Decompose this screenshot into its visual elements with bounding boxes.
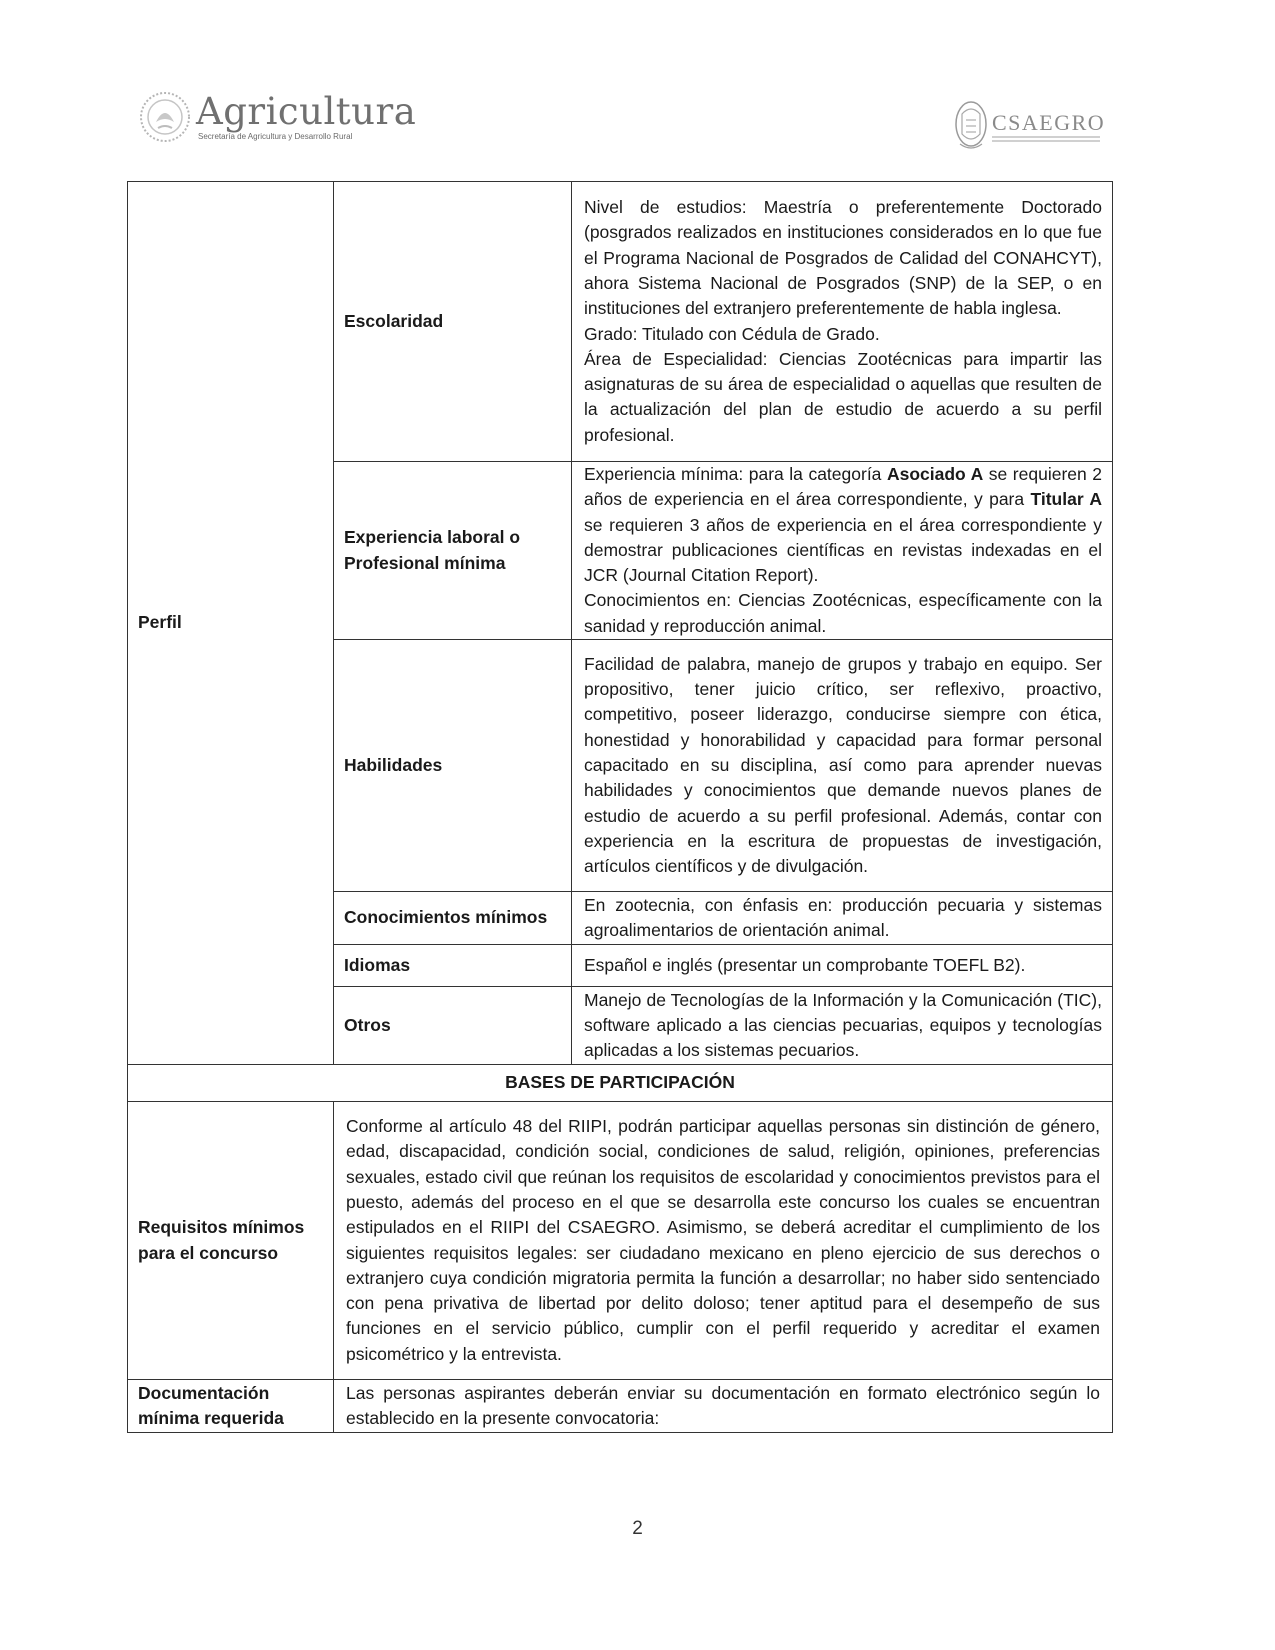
experiencia-text: Experiencia mínima: para la categoría [584,464,887,484]
conocimientos-label: Conocimientos mínimos [334,892,572,945]
requisitos-label: Requisitos mínimos para el concurso [128,1102,334,1380]
mexican-coat-of-arms-icon [138,90,192,144]
escolaridad-grado: Grado: Titulado con Cédula de Grado. [584,323,880,344]
agricultura-logo [138,90,438,150]
experiencia-minima [584,462,1102,588]
conocimientos-description: En zootecnia, con énfasis en: producción pecuaria y sistemas agroalimentarios de orientación animal. [572,892,1113,945]
bases-heading: BASES DE PARTICIPACIÓN [128,1065,1113,1102]
perfil-label: Perfil [128,182,334,1065]
table-row [128,1102,1113,1380]
table-row [128,1065,1113,1102]
habilidades-description: Facilidad de palabra, manejo de grupos y trabajo en equipo. Ser propositivo, tener juicio crítico, ser reflexivo, proactivo, competitivo, poseer liderazgo, conducirse siempre con ética, honestidad y honorabilidad y capacidad para formar personal capacitado en su disciplina, así como para aprender nuevas habilidades y conocimientos que demande nuevos planes de estudio de acuerdo a su perfil profesional. Además, contar con experiencia en la escritura de propuestas de investigación, artículos científicos y de divulgación. [572,640,1113,892]
csaegro-emblem-icon [952,94,990,154]
escolaridad-label: Escolaridad [334,182,572,462]
agricultura-title: Agricultura [196,90,417,133]
requisitos-description: Conforme al artículo 48 del RIIPI, podrán participar aquellas personas sin distinción de género, edad, discapacidad, condición social, condiciones de salud, religión, opiniones, preferencias sexuales, estado civil que reúnan los requisitos de escolaridad y conocimientos previstos para el puesto, además del proceso en el que se desarrolla este concurso los cuales se encuentran estipulados en el RIIPI del CSAEGRO. Asimismo, se deberá acreditar el cumplimiento de los siguientes requisitos legales: ser ciudadano mexicano en pleno ejercicio de sus derechos o extranjero cuya condición migratoria permita la función a desarrollar; no haber sido sentenciado con pena privativa de libertad por delito doloso; tener aptitud para el desempeño de sus funciones en el servicio público, cumplir con el perfil requerido y acreditar el examen psicométrico y la entrevista. [334,1102,1113,1380]
page-number: 2 [632,1518,643,1539]
experiencia-description [572,462,1113,640]
habilidades-label: Habilidades [334,640,572,892]
category-asociado: Asociado A [886,464,984,484]
otros-label: Otros [334,987,572,1065]
table-row [128,1380,1113,1433]
experiencia-label: Experiencia laboral o Profesional mínima [334,462,572,640]
csaegro-title: CSAEGRO [992,110,1106,135]
experiencia-text: se requieren 2 años de experiencia en el área correspondiente, y para [584,464,1103,510]
conocimientos-en: Conocimientos en: Ciencias Zootécnicas, específicamente con la sanidad y reproducción animal. [584,590,1102,636]
documentacion-label: Documentación mínima requerida [128,1380,334,1433]
agricultura-subtitle: Secretaría de Agricultura y Desarrollo Rural [198,132,353,141]
idiomas-label: Idiomas [334,945,572,987]
table-row [128,182,1113,462]
csaegro-logo [952,94,1112,154]
escolaridad-nivel: Nivel de estudios: Maestría o preferentemente Doctorado (posgrados realizados en instituciones considerados en lo que fue el Programa Nacional de Posgrados de Calidad del CONAHCYT), ahora Sistema Nacional de Posgrados (SNP) de la SEP, o en instituciones del extranjero preferentemente de habla inglesa. [584,197,1102,319]
idiomas-description: Español e inglés (presentar un comprobante TOEFL B2). [572,945,1113,987]
escolaridad-description [572,182,1113,462]
csaegro-subtitle-lines [992,136,1100,144]
category-titular: Titular A [1030,489,1102,510]
experiencia-text: se requieren 3 años de experiencia en el área correspondiente y demostrar publicaciones científicas en revistas indexadas en el JCR (Journal Citation Report). [584,514,1102,586]
escolaridad-area: Área de Especialidad: Ciencias Zootécnicas para impartir las asignaturas de su área de especialidad o aquellas que resulten de la actualización del plan de estudio de acuerdo a su perfil profesional. [584,348,1102,445]
otros-description: Manejo de Tecnologías de la Información y la Comunicación (TIC), software aplicado a las ciencias pecuarias, equipos y tecnologías aplicadas a los sistemas pecuarios. [572,987,1113,1065]
profile-table [127,181,1113,1433]
documentacion-description: Las personas aspirantes deberán enviar su documentación en formato electrónico según lo establecido en la presente convocatoria: [334,1380,1113,1433]
